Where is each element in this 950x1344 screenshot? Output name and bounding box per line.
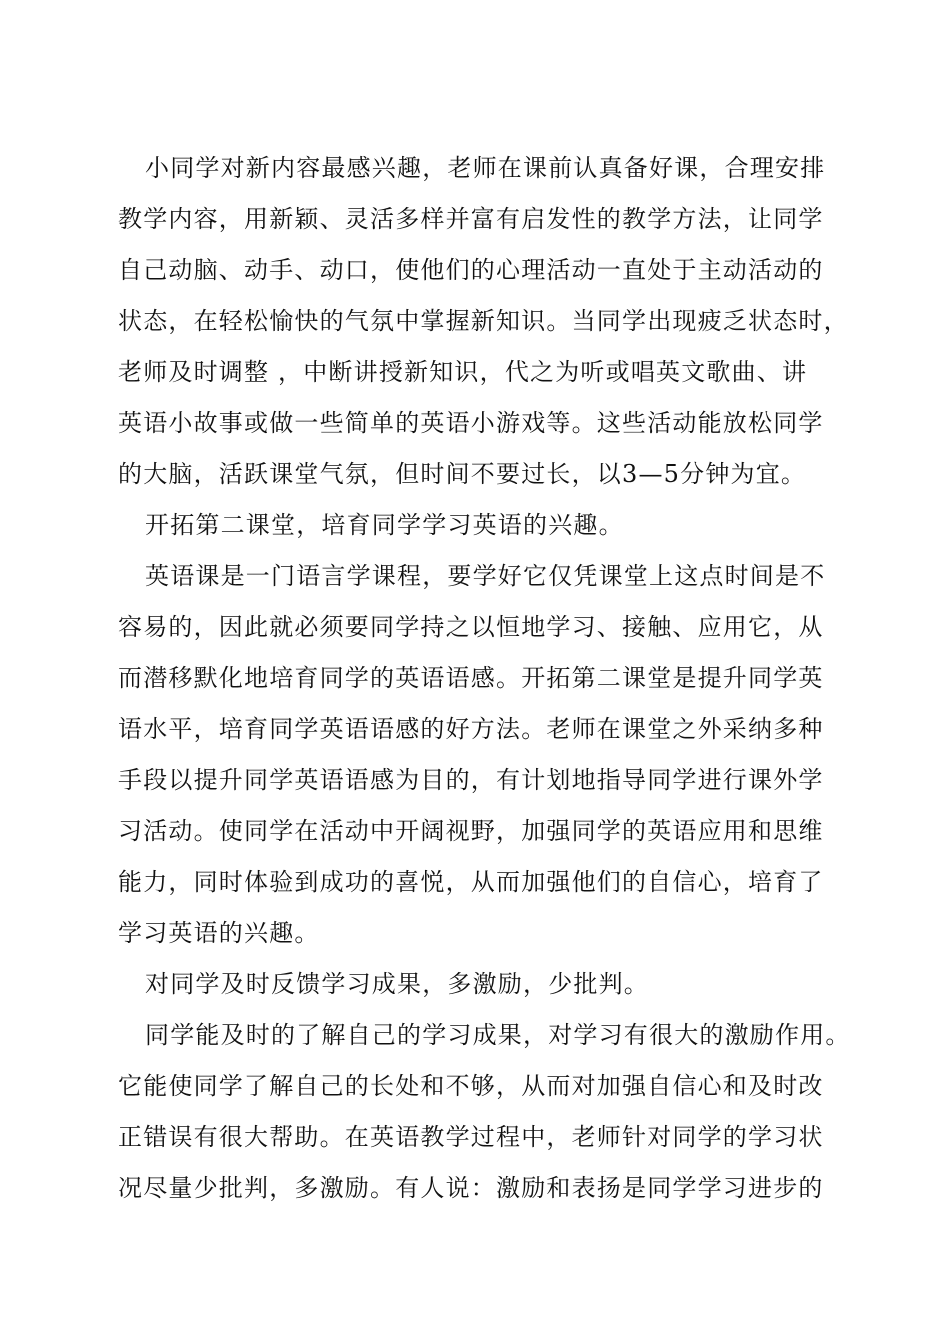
paragraph-line: 况尽量少批判，多激励。有人说：激励和表扬是同学学习进步的	[118, 1174, 824, 1202]
paragraph-line: 老师及时调整 ，中断讲授新知识，代之为听或唱英文歌曲、讲	[118, 358, 808, 386]
paragraph-line: 状态，在轻松愉快的气氛中掌握新知识。当同学出现疲乏状态时，	[118, 307, 849, 335]
paragraph-line: 自己动脑、动手、动口，使他们的心理活动一直处于主动活动的	[118, 256, 824, 284]
paragraph-line: 英语课是一门语言学课程，要学好它仅凭课堂上这点时间是不	[145, 562, 826, 590]
paragraph-line: 语水平，培育同学英语语感的好方法。老师在课堂之外采纳多种	[118, 715, 824, 743]
paragraph-line: 同学能及时的了解自己的学习成果，对学习有很大的激励作用。	[145, 1021, 851, 1049]
paragraph-line: 它能使同学了解自己的长处和不够，从而对加强自信心和及时改	[118, 1072, 824, 1100]
paragraph-line: 教学内容，用新颖、灵活多样并富有启发性的教学方法，让同学	[118, 205, 824, 233]
section-heading: 开拓第二课堂，培育同学学习英语的兴趣。	[145, 511, 624, 539]
paragraph-line: 学习英语的兴趣。	[118, 919, 320, 947]
paragraph-line: 英语小故事或做一些简单的英语小游戏等。这些活动能放松同学	[118, 409, 824, 437]
paragraph-line: 的大脑，活跃课堂气氛，但时间不要过长，以3—5分钟为宜。	[118, 460, 807, 488]
paragraph-line: 手段以提升同学英语语感为目的，有计划地指导同学进行课外学	[118, 766, 824, 794]
paragraph-line: 正错误有很大帮助。在英语教学过程中，老师针对同学的学习状	[118, 1123, 824, 1151]
paragraph-line: 容易的，因此就必须要同学持之以恒地学习、接触、应用它，从	[118, 613, 824, 641]
section-heading: 对同学及时反馈学习成果，多激励，少批判。	[145, 970, 649, 998]
paragraph-line: 能力，同时体验到成功的喜悦，从而加强他们的自信心，培育了	[118, 868, 824, 896]
paragraph-line: 习活动。使同学在活动中开阔视野，加强同学的英语应用和思维	[118, 817, 824, 845]
paragraph-line: 小同学对新内容最感兴趣，老师在课前认真备好课，合理安排	[145, 154, 826, 182]
paragraph-line: 而潜移默化地培育同学的英语语感。开拓第二课堂是提升同学英	[118, 664, 824, 692]
